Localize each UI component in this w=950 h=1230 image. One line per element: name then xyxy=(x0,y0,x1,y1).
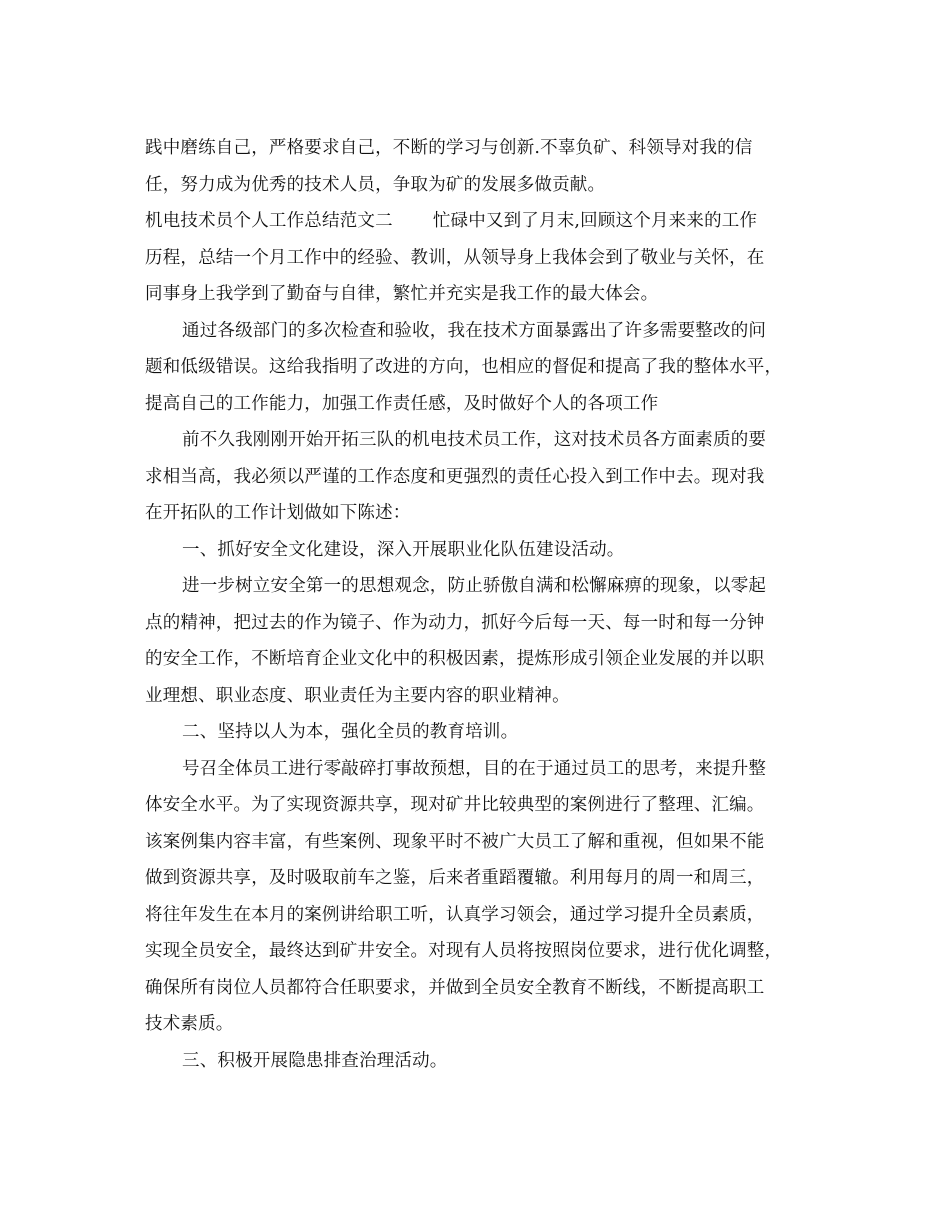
section-title: 机电技术员个人工作总结范文二 xyxy=(145,211,393,231)
text-line: 号召全体员工进行零敲碎打事故预想，目的在于通过员工的思考，来提升整 xyxy=(182,758,767,779)
text-line: 忙碌中又到了月末,回顾这个月来来的工作 xyxy=(432,211,758,231)
section-heading: 三、积极开展隐患排查治理活动。 xyxy=(182,1050,448,1071)
text-line: 业理想、职业态度、职业责任为主要内容的职业精神。 xyxy=(145,685,570,706)
text-line: 体安全水平。为了实现资源共享，现对矿井比较典型的案例进行了整理、汇编。 xyxy=(145,795,765,815)
text-line: 做到资源共享，及时吸取前车之鉴，后来者重蹈覆辙。利用每月的周一和周三， xyxy=(145,868,765,888)
section-heading: 一、抓好安全文化建设，深入开展职业化队伍建设活动。 xyxy=(182,539,625,560)
text-line: 该案例集内容丰富，有些案例、现象平时不被广大员工了解和重视，但如果不能 xyxy=(145,831,765,852)
text-line: 通过各级部门的多次检查和验收，我在技术方面暴露出了许多需要整改的问 xyxy=(182,320,767,341)
text-line: 题和低级错误。这给我指明了改进的方向，也相应的督促和提高了我的整体水平， xyxy=(145,357,783,377)
heading-line xyxy=(145,203,810,240)
text-line: 确保所有岗位人员都符合任职要求，并做到全员安全教育不断线，不断提高职工 xyxy=(145,977,765,998)
text-line: 技术素质。 xyxy=(145,1014,234,1034)
text-line: 提高自己的工作能力，加强工作责任感，及时做好个人的各项工作 xyxy=(145,393,659,414)
text-line: 求相当高，我必须以严谨的工作态度和更强烈的责任心投入到工作中去。现对我 xyxy=(145,466,765,487)
text-line: 在开拓队的工作计划做如下陈述： xyxy=(145,503,411,523)
text-line: 的安全工作，不断培育企业文化中的积极因素，提炼形成引领企业发展的并以职 xyxy=(145,649,765,669)
section-heading: 二、坚持以人为本，强化全员的教育培训。 xyxy=(182,722,519,742)
text-line: 点的精神，把过去的作为镜子、作为动力，抓好今后每一天、每一时和每一分钟 xyxy=(145,612,765,633)
text-line: 践中磨练自己，严格要求自己，不断的学习与创新.不辜负矿、科领导对我的信 xyxy=(145,138,753,158)
text-line: 进一步树立安全第一的思想观念，防止骄傲自满和松懈麻痹的现象，以零起 xyxy=(182,576,767,596)
text-line: 同事身上我学到了勤奋与自律，繁忙并充实是我工作的最大体会。 xyxy=(145,284,659,304)
text-line: 前不久我刚刚开始开拓三队的机电技术员工作，这对技术员各方面素质的要 xyxy=(182,430,767,450)
text-line: 将往年发生在本月的案例讲给职工听，认真学习领会，通过学习提升全员素质， xyxy=(145,904,765,925)
text-line: 任，努力成为优秀的技术人员，争取为矿的发展多做贡献。 xyxy=(145,174,606,195)
text-line: 历程，总结一个月工作中的经验、教训，从领导身上我体会到了敬业与关怀，在 xyxy=(145,247,765,268)
text-line: 实现全员安全，最终达到矿井安全。对现有人员将按照岗位要求，进行优化调整， xyxy=(145,941,783,961)
document-body xyxy=(145,130,810,1079)
